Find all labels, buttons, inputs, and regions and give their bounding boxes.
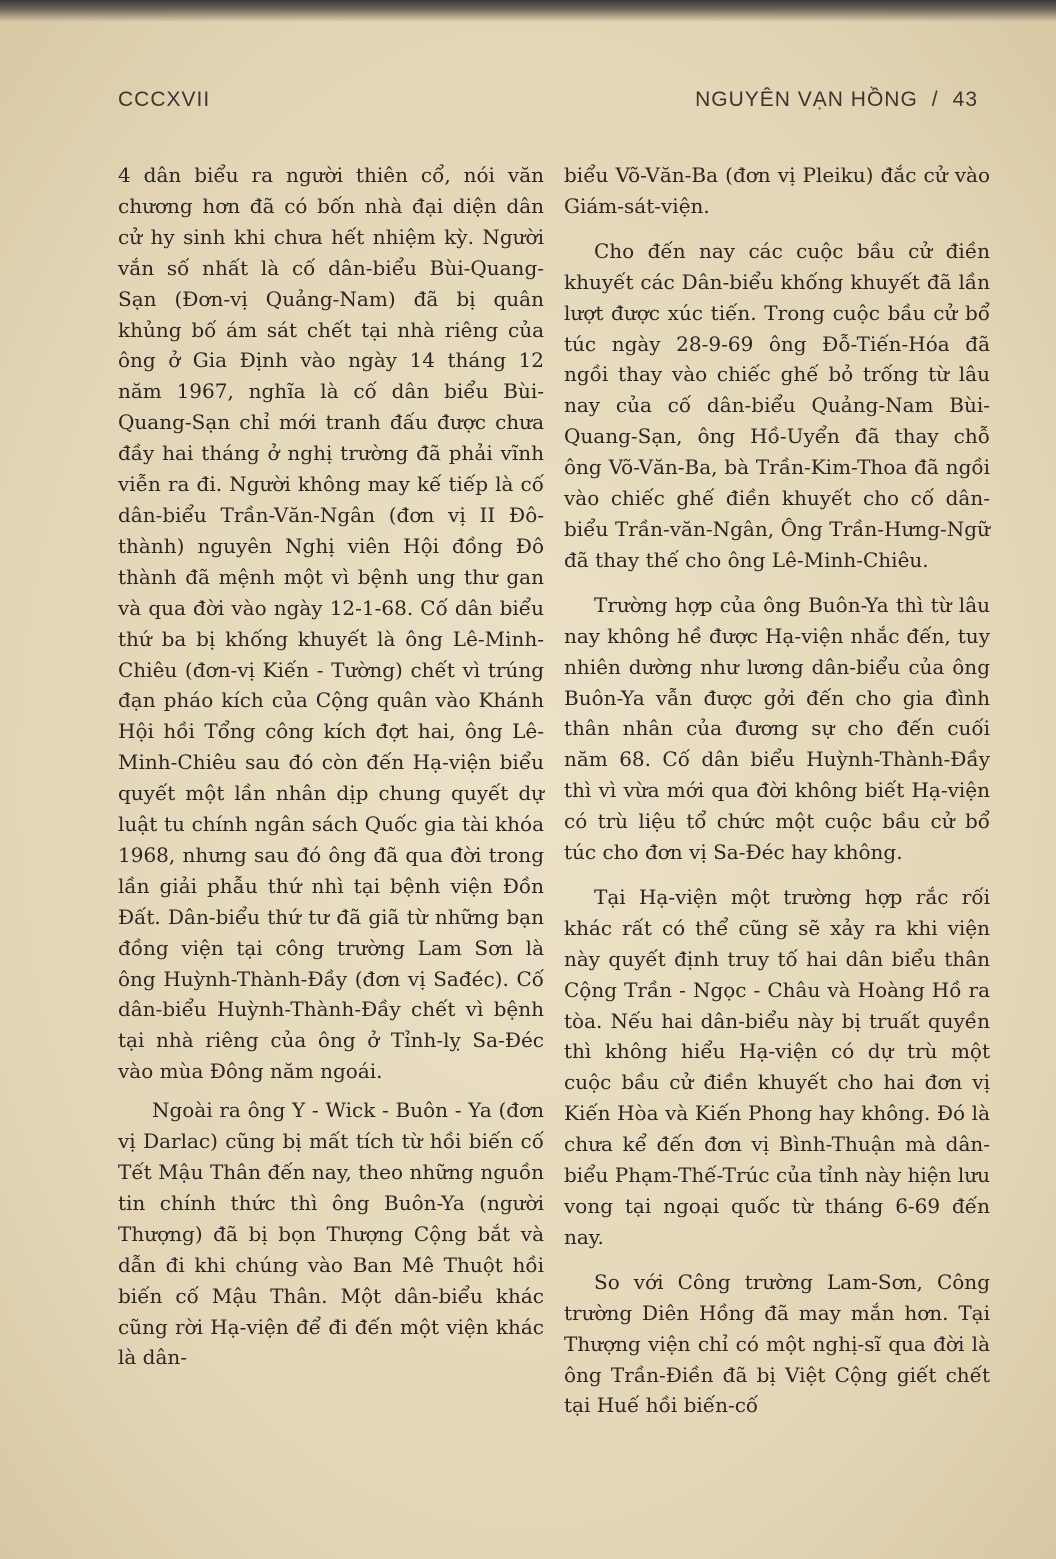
paragraph: Ngoài ra ông Y - Wick - Buôn - Ya (đơn vị Darlac) cũng bị mất tích từ hồi biến cố Tết Mậu Thân đến nay, theo những nguồn tin chính thức thì ông Buôn-Ya (người Thượng) đã bị bọn Thượng Cộng bắt và dẫn đi khi chúng vào Ban Mê Thuột hồi biến cố Mậu Thân. Một dân-biểu khác cũng rời Hạ-viện để đi đến một viện khác là dân-	[118, 1098, 544, 1370]
running-head	[695, 88, 978, 112]
left-column	[118, 160, 544, 1373]
right-column	[564, 160, 990, 1421]
paragraph: biểu Võ-Văn-Ba (đơn vị Pleiku) đắc cử vào Giám-sát-viện.	[564, 163, 990, 218]
header-separator: /	[931, 88, 939, 111]
page-number: 43	[952, 88, 978, 111]
page-header	[118, 88, 978, 118]
paragraph: Cho đến nay các cuộc bầu cử điền khuyết các Dân-biểu khống khuyết đã lần lượt được xúc tiến. Trong cuộc bầu cử bổ túc ngày 28-9-69 ông Đỗ-Tiến-Hóa đã ngồi thay vào chiếc ghế bỏ trống từ lâu nay của cố dân-biểu Quảng-Nam Bùi-Quang-Sạn, ông Hồ-Uyển đã thay chỗ ông Võ-Văn-Ba, bà Trần-Kim-Thoa đã ngồi vào chiếc ghế điền khuyết cho cố dân-biểu Trần-văn-Ngân, Ông Trần-Hưng-Ngữ đã thay thế cho ông Lê-Minh-Chiêu.	[564, 238, 990, 572]
author-name: NGUYÊN VẠN HỒNG	[695, 88, 918, 111]
paragraph: Tại Hạ-viện một trường hợp rắc rối khác rất có thể cũng sẽ xảy ra khi viện này quyết định truy tố hai dân biểu thân Cộng Trần - Ngọc - Châu và Hoàng Hồ ra tòa. Nếu hai dân-biểu này bị truất quyền thì không hiểu Hạ-viện có dự trù một cuộc bầu cử điền khuyết cho hai đơn vị Kiến Hòa và Kiến Phong hay không. Đó là chưa kể đến đơn vị Bình-Thuận mà dân-biểu Phạm-Thế-Trúc của tỉnh này hiện lưu vong tại ngoại quốc từ tháng 6-69 đến nay.	[564, 884, 990, 1249]
paragraph: Trường hợp của ông Buôn-Ya thì từ lâu nay không hề được Hạ-viện nhắc đến, tuy nhiên dường như lương dân-biểu của ông Buôn-Ya vẫn được gởi đến cho gia đình thân nhân của đương sự cho đến cuối năm 68. Cố dân biểu Huỳnh-Thành-Đầy thì vì vừa mới qua đời không biết Hạ-viện có trù liệu tổ chức một cuộc bầu cử bổ túc cho đơn vị Sa-Đéc hay không.	[564, 592, 990, 865]
top-scan-edge	[0, 0, 1056, 22]
series-number: CCCXVII	[118, 88, 211, 111]
paragraph: 4 dân biểu ra người thiên cổ, nói văn chương hơn đã có bốn nhà đại diện dân cử hy sinh khi chưa hết nhiệm kỳ. Người vắn số nhất là cố dân-biểu Bùi-Quang-Sạn (Đơn-vị Quảng-Nam) đã bị quân khủng bố ám sát chết tại nhà riêng của ông ở Gia Định vào ngày 14 tháng 12 năm 1967, nghĩa là cố dân biểu Bùi-Quang-Sạn chỉ mới tranh đấu được chưa đầy hai tháng ở nghị trường đã phải vĩnh viễn ra đi. Người không may kế tiếp là cố dân-biểu Trần-Văn-Ngân (đơn vị II Đô-thành) nguyên Nghị viên Hội đồng Đô thành đã mệnh một vì bệnh ung thư gan và qua đời vào ngày 12-1-68. Cố dân biểu thứ ba bị khống khuyết là ông Lê-Minh-Chiêu (đơn-vị Kiến - Tường) chết vì trúng đạn pháo kích của Cộng quân vào Khánh Hội hồi Tổng công kích đợt hai, ông Lê-Minh-Chiêu sau đó còn đến Hạ-viện biểu quyết một lần nhân dịp chung quyết dự luật tu chính ngân sách Quốc gia tài khóa 1968, nhưng sau đó ông đã qua đời trong lần giải phẫu thứ nhì tại bệnh viện Đồn Đất. Dân-biểu thứ tư đã giã từ những bạn đồng viện tại công trường Lam Sơn là ông Huỳnh-Thành-Đầy (đơn vị Sađéc). Cố dân-biểu Huỳnh-Thành-Đầy chết vì bệnh tại nhà riêng của ông ở Tỉnh-lỵ Sa-Đéc vào mùa Đông năm ngoái.	[118, 163, 544, 1084]
paragraph: So với Công trường Lam-Sơn, Công trường Diên Hồng đã may mắn hơn. Tại Thượng viện chỉ có một nghị-sĩ qua đời là ông Trần-Điền đã bị Việt Cộng giết chết tại Huế hồi biến-cố	[564, 1269, 990, 1418]
